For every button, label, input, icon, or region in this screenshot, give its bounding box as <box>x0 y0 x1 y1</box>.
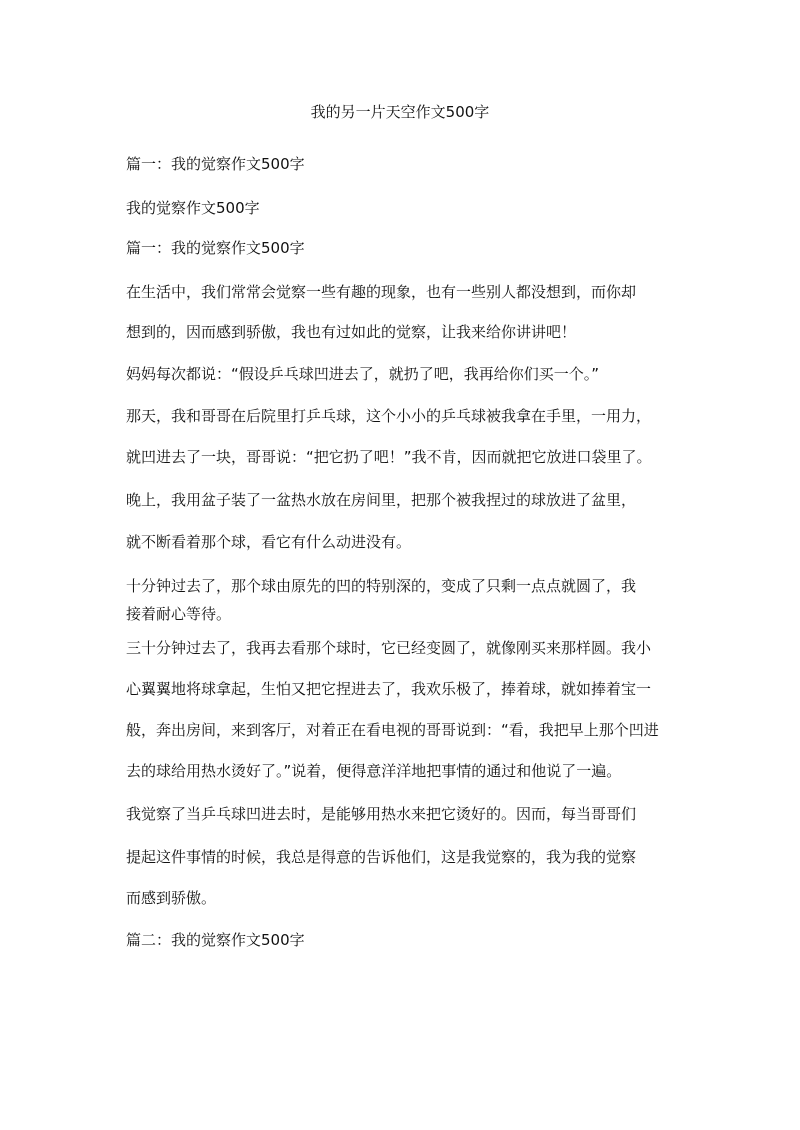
section-heading: 篇二：我的觉察作文500字 <box>126 931 305 949</box>
paragraph-line: 就不断看着那个球，看它有什么动进没有。 <box>126 533 412 551</box>
document-title: 我的另一片天空作文500字 <box>310 103 490 121</box>
paragraph-line: 接着耐心等待。 <box>126 605 232 623</box>
section-heading: 篇一：我的觉察作文500字 <box>126 155 305 173</box>
essay-heading: 我的觉察作文500字 <box>126 199 260 217</box>
paragraph-line: 而感到骄傲。 <box>126 889 217 907</box>
paragraph-line: 三十分钟过去了，我再去看那个球时，它已经变圆了，就像刚买来那样圆。我小 <box>126 639 652 657</box>
paragraph-line: 那天，我和哥哥在后院里打乒乓球，这个小小的乒乓球被我拿在手里，一用力， <box>126 407 652 425</box>
paragraph-line: 般，奔出房间，来到客厅，对着正在看电视的哥哥说到：“看，我把早上那个凹进 <box>126 721 659 739</box>
paragraph-line: 妈妈每次都说：“假设乒乓球凹进去了，就扔了吧，我再给你们买一个。” <box>126 365 600 383</box>
paragraph-line: 晚上，我用盆子装了一盆热水放在房间里，把那个被我捏过的球放进了盆里， <box>126 491 637 509</box>
paragraph-line: 我觉察了当乒乓球凹进去时，是能够用热水来把它烫好的。因而，每当哥哥们 <box>126 805 637 823</box>
paragraph-line: 去的球给用热水烫好了。”说着，便得意洋洋地把事情的通过和他说了一遍。 <box>126 762 622 780</box>
paragraph-line: 在生活中，我们常常会觉察一些有趣的现象，也有一些别人都没想到，而你却 <box>126 283 637 301</box>
paragraph-line: 提起这件事情的时候，我总是得意的告诉他们，这是我觉察的，我为我的觉察 <box>126 848 637 866</box>
paragraph-line: 十分钟过去了，那个球由原先的凹的特别深的，变成了只剩一点点就圆了，我 <box>126 577 637 595</box>
paragraph-line: 就凹进去了一块，哥哥说：“把它扔了吧！”我不肯，因而就把它放进口袋里了。 <box>126 448 652 466</box>
paragraph-line: 心翼翼地将球拿起，生怕又把它捏进去了，我欢乐极了，捧着球，就如捧着宝一 <box>126 680 652 698</box>
section-heading: 篇一：我的觉察作文500字 <box>126 239 305 257</box>
paragraph-line: 想到的，因而感到骄傲，我也有过如此的觉察，让我来给你讲讲吧！ <box>126 323 577 341</box>
